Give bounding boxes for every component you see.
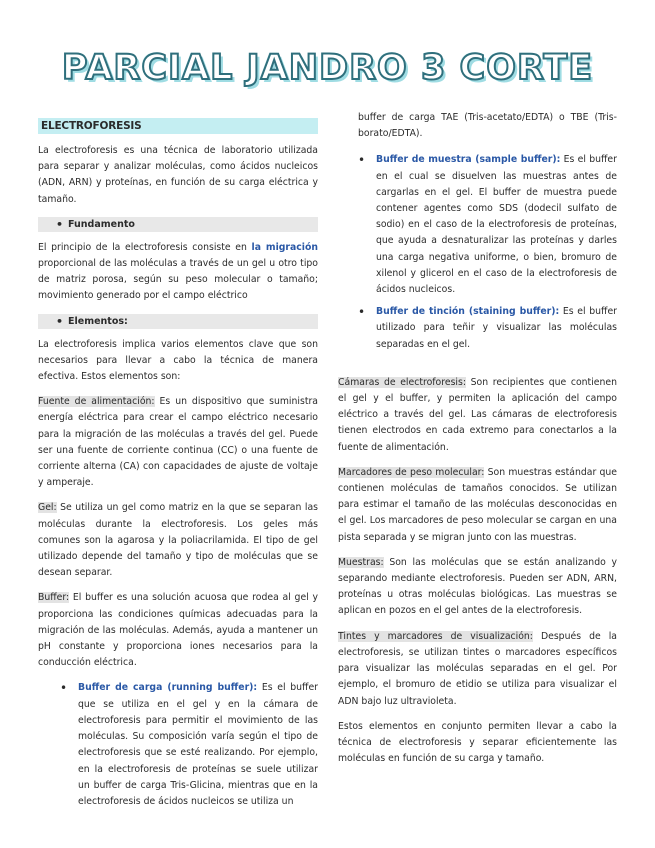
section-header: ELECTROFORESIS	[38, 118, 318, 134]
fundamento-paragraph: El principio de la electroforesis consiste en la migración proporcional de las moléculas a través de un gel u otro tipo de matriz porosa, según su peso molecular o tamaño; movimiento generado por el campo eléctrico	[38, 241, 318, 302]
tintes-term: Tintes y marcadores de visualización:	[338, 630, 533, 642]
marcadores-term: Marcadores de peso molecular:	[338, 466, 485, 478]
camaras-term: Cámaras de electroforesis:	[338, 376, 466, 388]
muestras-paragraph: Muestras: Son las moléculas que se están analizando y separando mediante electroforesis. Pueden ser ADN, ARN, proteínas u otras moléculas biológicas. Las muestras se aplican en pozos en el gel antes de la electroforesis.	[338, 556, 617, 617]
carga-continuation: buffer de carga TAE (Tris-acetato/EDTA) o TBE (Tris-borato/EDTA).	[358, 112, 617, 140]
elementos-heading: • Elementos:	[38, 314, 318, 329]
right-column	[338, 110, 617, 776]
buffer-list	[38, 680, 318, 810]
list-item-buffer-muestra: • Buffer de muestra (sample buffer): Es el buffer en el cual se disuelven las muestras antes de cargarlas en el gel. El buffer de muestra puede contener agentes como SDS (dodecil sulfato de sodio) en el caso de la electroforesis de proteínas, que ayuda a desnaturalizar las proteínas y darles una carga negativa uniforme, o bien, bromuro de xilenol y glicerol en el caso de la electroforesis de ácidos nucleicos.	[338, 152, 617, 298]
fundamento-heading: • Fundamento	[38, 217, 318, 232]
highlight-migracion: la migración	[251, 241, 318, 253]
buffer-list-continued	[338, 152, 617, 352]
gel-paragraph: Gel: Se utiliza un gel como matriz en la que se separan las moléculas durante la electroforesis. Los geles más comunes son la agarosa y la poliacrilamida. El tipo de gel utilizado depende del tamaño y tipo de moléculas que se desean separar.	[38, 502, 318, 579]
elementos-paragraph: La electroforesis implica varios elementos clave que son necesarios para llevar a cabo la técnica de manera efectiva. Estos elementos son:	[38, 338, 318, 383]
gel-term: Gel:	[38, 502, 57, 514]
left-column	[38, 118, 318, 816]
list-item-buffer-carga: • Buffer de carga (running buffer): Es el buffer que se utiliza en el gel y en la cámara de electroforesis para permitir el movimiento de las moléculas. Su composición varía según el tipo de electroforesis que se esté realizando. Por ejemplo, en la electroforesis de proteínas se suele utilizar un buffer de carga Tris-Glicina, mientras que en la electroforesis de ácidos nucleicos se utiliza un	[38, 680, 318, 810]
buffer-paragraph: Buffer: El buffer es una solución acuosa que rodea al gel y proporciona las condiciones químicas adecuadas para la migración de las moléculas. Además, ayuda a mantener un pH constante y proporciona iones necesarios para la conducción eléctrica.	[38, 592, 318, 669]
tintes-paragraph: Tintes y marcadores de visualización: Después de la electroforesis, se utilizan tintes o marcadores específicos para visualizar las moléculas separadas en el gel. Por ejemplo, el bromuro de etidio se utiliza para visualizar el ADN bajo luz ultravioleta.	[338, 630, 617, 707]
fuente-term: Fuente de alimentación:	[38, 396, 155, 408]
list-item-buffer-tincion: • Buffer de tinción (staining buffer): Es el buffer utilizado para teñir y visualizar las moléculas separadas en el gel.	[338, 304, 617, 353]
camaras-paragraph: Cámaras de electroforesis: Son recipientes que contienen el gel y el buffer, y permiten la aplicación del campo eléctrico a través del gel. Las cámaras de electroforesis tienen electrodos en cada extremo para conectarlos a la fuente de alimentación.	[338, 376, 617, 453]
buffer-term: Buffer:	[38, 592, 70, 604]
closing-paragraph: Estos elementos en conjunto permiten llevar a cabo la técnica de electroforesis y separar eficientemente las moléculas en función de su carga y tamaño.	[338, 720, 617, 765]
fuente-paragraph: Fuente de alimentación: Es un dispositivo que suministra energía eléctrica para crear el campo eléctrico necesario para la migración de las moléculas a través del gel. Puede ser una fuente de corriente continua (CC) o una fuente de corriente alterna (CA) con capacidades de ajuste de voltaje y amperaje.	[38, 396, 318, 489]
muestras-term: Muestras:	[338, 556, 384, 568]
page-title: PARCIAL JANDRO 3 CORTE	[61, 48, 594, 88]
marcadores-paragraph: Marcadores de peso molecular: Son muestras estándar que contienen moléculas de tamaños conocidos. Se utilizan para estimar el tamaño de las moléculas desconocidas en el gel. Los marcadores de peso molecular se cargan en una pista separada y se migran junto con las muestras.	[338, 466, 617, 543]
intro-paragraph: La electroforesis es una técnica de laboratorio utilizada para separar y analizar moléculas, como ácidos nucleicos (ADN, ARN) y proteínas, en función de su carga eléctrica y tamaño.	[38, 145, 318, 205]
